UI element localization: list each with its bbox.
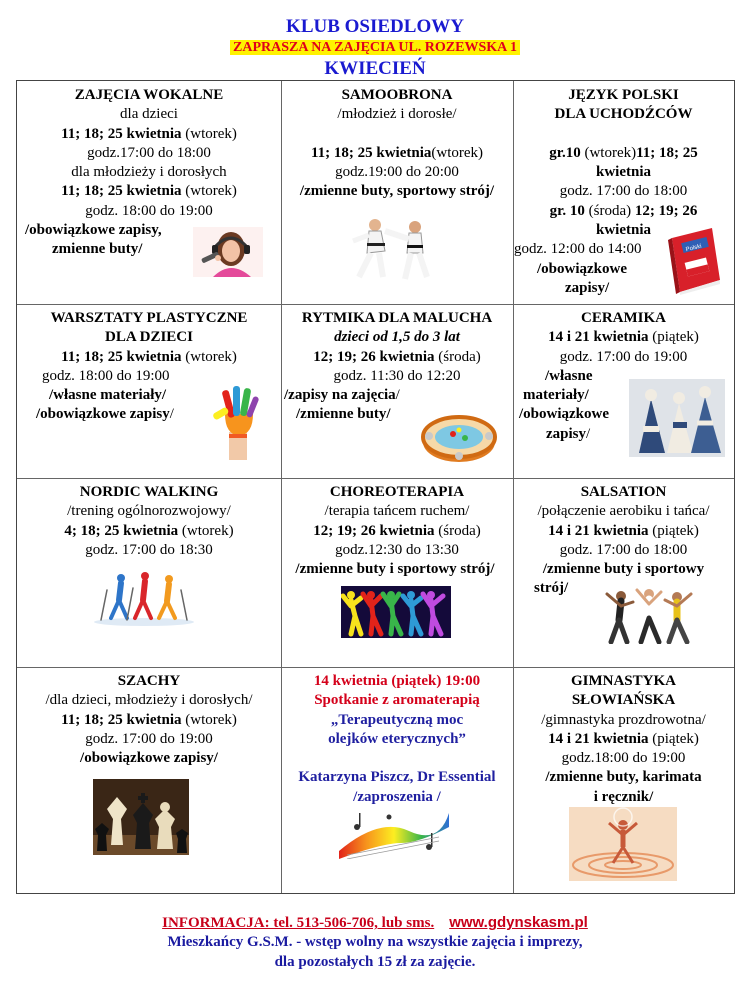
- cell-polish: [513, 81, 734, 304]
- hours: godz. 17:00 do 19:00: [85, 730, 213, 747]
- weekday: (wtorek): [580, 144, 637, 161]
- website-link[interactable]: www.gdynskasm.pl: [449, 914, 588, 931]
- weekday: (wtorek): [181, 125, 237, 142]
- note: /obowiązkowe zapisy: [36, 406, 170, 423]
- salsation-dancers-photo: [603, 586, 695, 644]
- polish-book-picture: [666, 224, 724, 296]
- cell-line: /młodzież i dorosłe/: [337, 106, 457, 123]
- hours: godz. 17:00 do 18:00: [559, 541, 688, 558]
- dates: 14 i 21 kwietnia: [548, 730, 649, 747]
- dates: 12; 19; 26 kwietnia: [313, 522, 435, 539]
- dates: 14 i 21 kwietnia: [548, 522, 649, 539]
- info-label: INFORMACJA: tel. 513-506-706, lub sms.: [162, 915, 435, 931]
- dates: 11; 18; 25 kwietnia: [61, 348, 182, 365]
- note: zapisy/: [565, 279, 610, 296]
- cell-vocal: [17, 81, 281, 304]
- dates: 11; 18; 25: [636, 144, 698, 161]
- weekday: (wtorek): [181, 348, 237, 365]
- note: zmienne buty/: [52, 241, 143, 258]
- note: /zmienne buty/: [296, 406, 391, 423]
- weekday: (piątek): [648, 329, 699, 346]
- cell-title: SZACHY: [117, 673, 181, 689]
- note: strój/: [534, 580, 569, 597]
- dancers-picture: [341, 586, 451, 638]
- cell-title: RYTMIKA DLA MALUCHA: [301, 310, 493, 326]
- note: /: [169, 406, 174, 423]
- note: /zmienne buty i sportowy: [542, 561, 705, 578]
- cell-title: GIMNASTYKA: [570, 673, 676, 689]
- nordic-walkers-picture: [91, 570, 197, 628]
- weekday: (wtorek): [181, 711, 237, 728]
- cell-line: dla młodzieży i dorosłych: [71, 164, 227, 181]
- cell-line: /dla dzieci, młodzieży i dorosłych/: [45, 692, 253, 709]
- dates: 11; 18; 25 kwietnia: [61, 125, 182, 142]
- footer-residents: Mieszkańcy G.S.M. - wstęp wolny na wszystkie zajęcia i imprezy,: [167, 934, 583, 950]
- note: /obowiązkowe: [519, 406, 609, 423]
- note: /własne materiały/: [49, 387, 167, 404]
- weekday: (piątek): [648, 522, 699, 539]
- note: /obowiązkowe zapisy/: [80, 750, 218, 767]
- weekday: (środa): [434, 348, 481, 365]
- chess-pieces-photo: [93, 779, 189, 855]
- cell-title: WARSZTATY PLASTYCZNE: [50, 310, 248, 326]
- weekday: (wtorek): [431, 144, 484, 161]
- rainbow-music-picture: [339, 807, 449, 859]
- karate-photo: [345, 213, 441, 281]
- cell-selfdefense: [281, 81, 513, 304]
- event-subtitle: olejków eterycznych”: [328, 730, 466, 747]
- page-title: KLUB OSIEDLOWY: [286, 16, 464, 37]
- hours: godz. 18:00 do 19:00: [85, 202, 213, 219]
- singer-photo: [193, 227, 263, 277]
- note: zapisy: [546, 425, 587, 442]
- dates: 11; 18; 25 kwietnia: [310, 144, 432, 161]
- tambourine-picture: [419, 408, 499, 466]
- note: /: [586, 425, 591, 442]
- event-host: Katarzyna Piszcz, Dr Essential: [298, 769, 496, 786]
- hours: godz. 17:00 do 18:00: [559, 183, 688, 200]
- hours: godz. 17:00 do 18:30: [85, 541, 213, 558]
- cell-choreo: [281, 478, 513, 667]
- note: /obowiązkowe: [537, 260, 627, 277]
- footer-info: [0, 913, 750, 933]
- hours: godz. 11:30 do 12:20: [333, 367, 461, 384]
- age-group: dzieci od 1,5 do 3 lat: [334, 329, 460, 346]
- dates: 14 i 21 kwietnia: [548, 329, 649, 346]
- weekday: (wtorek): [178, 522, 234, 539]
- cell-rhythm: [281, 304, 513, 478]
- cell-title: JĘZYK POLSKI: [568, 87, 679, 103]
- dates: 11; 18; 25 kwietnia: [61, 183, 182, 200]
- note: /: [395, 387, 400, 404]
- dates: kwietnia: [595, 164, 651, 181]
- cell-title: SAMOOBRONA: [341, 87, 453, 103]
- hours: godz. 18:00 do 19:00: [42, 367, 170, 384]
- cell-line: /trening ogólnorozwojowy/: [67, 503, 231, 520]
- hours: godz.17:00 do 18:00: [87, 144, 211, 161]
- cell-line: dla dzieci: [120, 106, 178, 123]
- dates: 11; 18; 25 kwietnia: [61, 711, 182, 728]
- dates: 12; 19; 26 kwietnia: [313, 348, 435, 365]
- note: /własne: [545, 367, 593, 384]
- cell-title: NORDIC WALKING: [79, 484, 219, 500]
- note: i ręcznik/: [593, 788, 654, 805]
- note: /zapisy na zajęcia: [284, 387, 396, 404]
- group: gr. 10: [549, 202, 585, 219]
- cell-title: ZAJĘCIA WOKALNE: [74, 87, 224, 103]
- weekday: (środa): [584, 202, 635, 219]
- hours: godz. 12:00 do 14:00: [514, 241, 642, 258]
- event-title: Spotkanie z aromaterapią: [314, 692, 480, 709]
- cell-title: CHOREOTERAPIA: [329, 484, 465, 500]
- cell-art: [17, 304, 281, 478]
- cell-title: SALSATION: [580, 484, 667, 500]
- painted-hand-picture: [211, 384, 267, 460]
- note: /zmienne buty, sportowy strój/: [299, 183, 495, 200]
- dates: kwietnia: [595, 222, 651, 239]
- note: /zmienne buty, karimata: [545, 769, 702, 786]
- cell-title: CERAMIKA: [581, 310, 666, 326]
- weekday: (piątek): [648, 730, 699, 747]
- cell-gym: [513, 667, 734, 894]
- cell-title: DLA UCHODŹCÓW: [554, 106, 693, 123]
- group: gr.10: [549, 144, 581, 161]
- schedule-table: [16, 80, 735, 894]
- event-date: 14 kwietnia (piątek) 19:00: [313, 673, 481, 689]
- weekday: (wtorek): [181, 183, 237, 200]
- cell-salsation: [513, 478, 734, 667]
- page-subtitle: [0, 39, 750, 57]
- footer-price: dla pozostałych 15 zł za zajęcie.: [274, 954, 476, 970]
- cell-aroma: [281, 667, 513, 894]
- dates: 12; 19; 26: [634, 202, 698, 219]
- weekday: (środa): [434, 522, 481, 539]
- meditation-picture: [569, 807, 677, 881]
- event-note: /zaproszenia /: [353, 788, 441, 805]
- cell-line: /terapia tańcem ruchem/: [324, 503, 470, 520]
- hours: godz.19:00 do 20:00: [335, 164, 459, 181]
- book-label: Polski: [685, 243, 703, 254]
- event-subtitle: „Terapeutyczną moc: [330, 711, 464, 728]
- hours: godz. 17:00 do 19:00: [559, 348, 688, 365]
- dates: 4; 18; 25 kwietnia: [64, 522, 179, 539]
- cell-chess: [17, 667, 281, 894]
- cell-line: /połączenie aerobiku i tańca/: [537, 503, 710, 520]
- ceramic-figures-photo: [629, 379, 725, 457]
- note: /obowiązkowe zapisy,: [25, 222, 162, 239]
- hours: godz.18:00 do 19:00: [561, 750, 686, 767]
- cell-title: SŁOWIAŃSKA: [571, 692, 676, 709]
- cell-title: DLA DZIECI: [105, 329, 193, 346]
- hours: godz.12:30 do 13:30: [335, 541, 459, 558]
- subtitle-highlight: ZAPRASZA NA ZAJĘCIA UL. ROZEWSKA 1: [230, 40, 520, 55]
- note: materiały/: [523, 387, 589, 404]
- month-title: KWIECIEŃ: [324, 58, 426, 79]
- cell-nordic: [17, 478, 281, 667]
- note: /zmienne buty i sportowy strój/: [295, 561, 495, 578]
- cell-line: /gimnastyka prozdrowotna/: [541, 711, 706, 728]
- cell-ceramics: [513, 304, 734, 478]
